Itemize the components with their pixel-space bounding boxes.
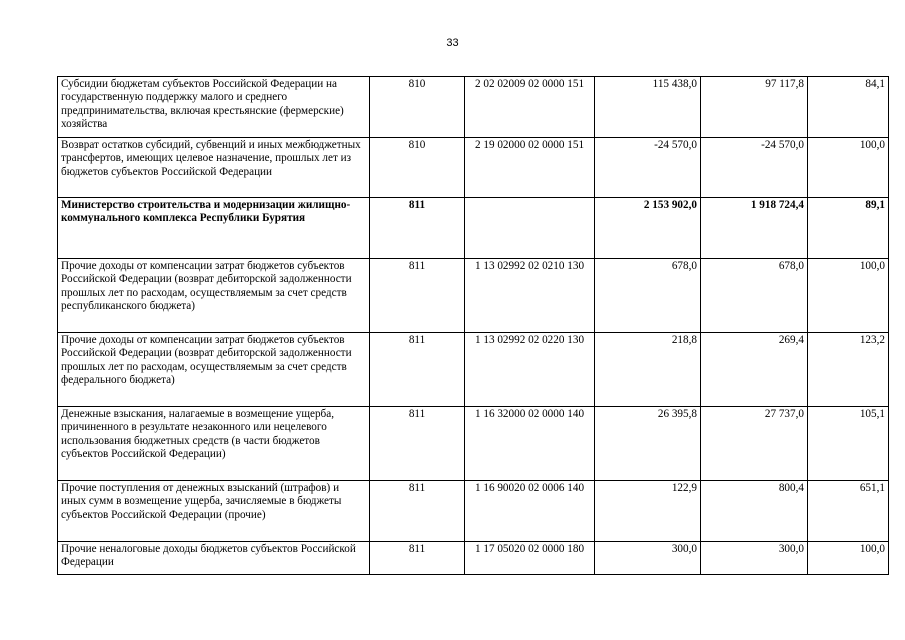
budget-classification-code-cell: 1 13 02992 02 0210 130 (465, 259, 595, 333)
revenue-name-cell: Возврат остатков субсидий, субвенций и иных межбюджетных трансфертов, имеющих целевое назначение, прошлых лет из бюджетов субъектов Российской Федерации (58, 138, 370, 198)
actual-amount-cell: 1 918 724,4 (701, 198, 808, 259)
revenue-name-cell: Прочие поступления от денежных взысканий (штрафов) и иных сумм в возмещение ущерба, зачисляемые в бюджеты субъектов Российской Федерации (прочие) (58, 481, 370, 542)
table-row (58, 407, 889, 481)
admin-code-cell: 811 (370, 407, 465, 481)
planned-amount-cell: 218,8 (595, 333, 701, 407)
actual-amount-cell: 800,4 (701, 481, 808, 542)
planned-amount-cell: 115 438,0 (595, 77, 701, 138)
admin-code-cell: 811 (370, 259, 465, 333)
actual-amount-cell: 678,0 (701, 259, 808, 333)
planned-amount-cell: 122,9 (595, 481, 701, 542)
actual-amount-cell: 300,0 (701, 542, 808, 575)
actual-amount-cell: 97 117,8 (701, 77, 808, 138)
planned-amount-cell: 678,0 (595, 259, 701, 333)
budget-classification-code-cell: 2 19 02000 02 0000 151 (465, 138, 595, 198)
execution-percent-cell: 123,2 (808, 333, 889, 407)
admin-code-cell: 811 (370, 198, 465, 259)
revenue-name-cell: Субсидии бюджетам субъектов Российской Федерации на государственную поддержку малого и среднего предпринимательства, включая крестьянские (фермерские) хозяйства (58, 77, 370, 138)
actual-amount-cell: 27 737,0 (701, 407, 808, 481)
table-row-ministry-total (58, 198, 889, 259)
admin-code-cell: 811 (370, 542, 465, 575)
budget-revenue-table (57, 76, 889, 575)
budget-classification-code-cell: 1 16 32000 02 0000 140 (465, 407, 595, 481)
execution-percent-cell: 105,1 (808, 407, 889, 481)
admin-code-cell: 811 (370, 333, 465, 407)
table-row (58, 259, 889, 333)
planned-amount-cell: 2 153 902,0 (595, 198, 701, 259)
table-row (58, 77, 889, 138)
planned-amount-cell: -24 570,0 (595, 138, 701, 198)
execution-percent-cell: 100,0 (808, 259, 889, 333)
execution-percent-cell: 100,0 (808, 138, 889, 198)
actual-amount-cell: 269,4 (701, 333, 808, 407)
execution-percent-cell: 89,1 (808, 198, 889, 259)
admin-code-cell: 810 (370, 77, 465, 138)
table-row (58, 333, 889, 407)
ministry-name-cell: Министерство строительства и модернизации жилищно-коммунального комплекса Республики Бурятия (58, 198, 370, 259)
page-number: 33 (446, 37, 459, 49)
revenue-name-cell: Прочие доходы от компенсации затрат бюджетов субъектов Российской Федерации (возврат дебиторской задолженности прошлых лет по расходам, осуществляемым за счет средств федерального бюджета) (58, 333, 370, 407)
revenue-name-cell: Прочие неналоговые доходы бюджетов субъектов Российской Федерации (58, 542, 370, 575)
admin-code-cell: 810 (370, 138, 465, 198)
budget-classification-code-cell: 2 02 02009 02 0000 151 (465, 77, 595, 138)
actual-amount-cell: -24 570,0 (701, 138, 808, 198)
execution-percent-cell: 100,0 (808, 542, 889, 575)
execution-percent-cell: 84,1 (808, 77, 889, 138)
revenue-name-cell: Прочие доходы от компенсации затрат бюджетов субъектов Российской Федерации (возврат дебиторской задолженности прошлых лет по расходам, осуществляемым за счет средств республиканского бюджета) (58, 259, 370, 333)
execution-percent-cell: 651,1 (808, 481, 889, 542)
table-row (58, 542, 889, 575)
revenue-name-cell: Денежные взыскания, налагаемые в возмещение ущерба, причиненного в результате незаконного или нецелевого использования бюджетных средств (в части бюджетов субъектов Российской Федерации) (58, 407, 370, 481)
budget-classification-code-cell: 1 17 05020 02 0000 180 (465, 542, 595, 575)
planned-amount-cell: 26 395,8 (595, 407, 701, 481)
budget-classification-code-cell: 1 16 90020 02 0006 140 (465, 481, 595, 542)
table-row (58, 138, 889, 198)
budget-classification-code-cell: 1 13 02992 02 0220 130 (465, 333, 595, 407)
admin-code-cell: 811 (370, 481, 465, 542)
budget-classification-code-cell (465, 198, 595, 259)
planned-amount-cell: 300,0 (595, 542, 701, 575)
table-row (58, 481, 889, 542)
